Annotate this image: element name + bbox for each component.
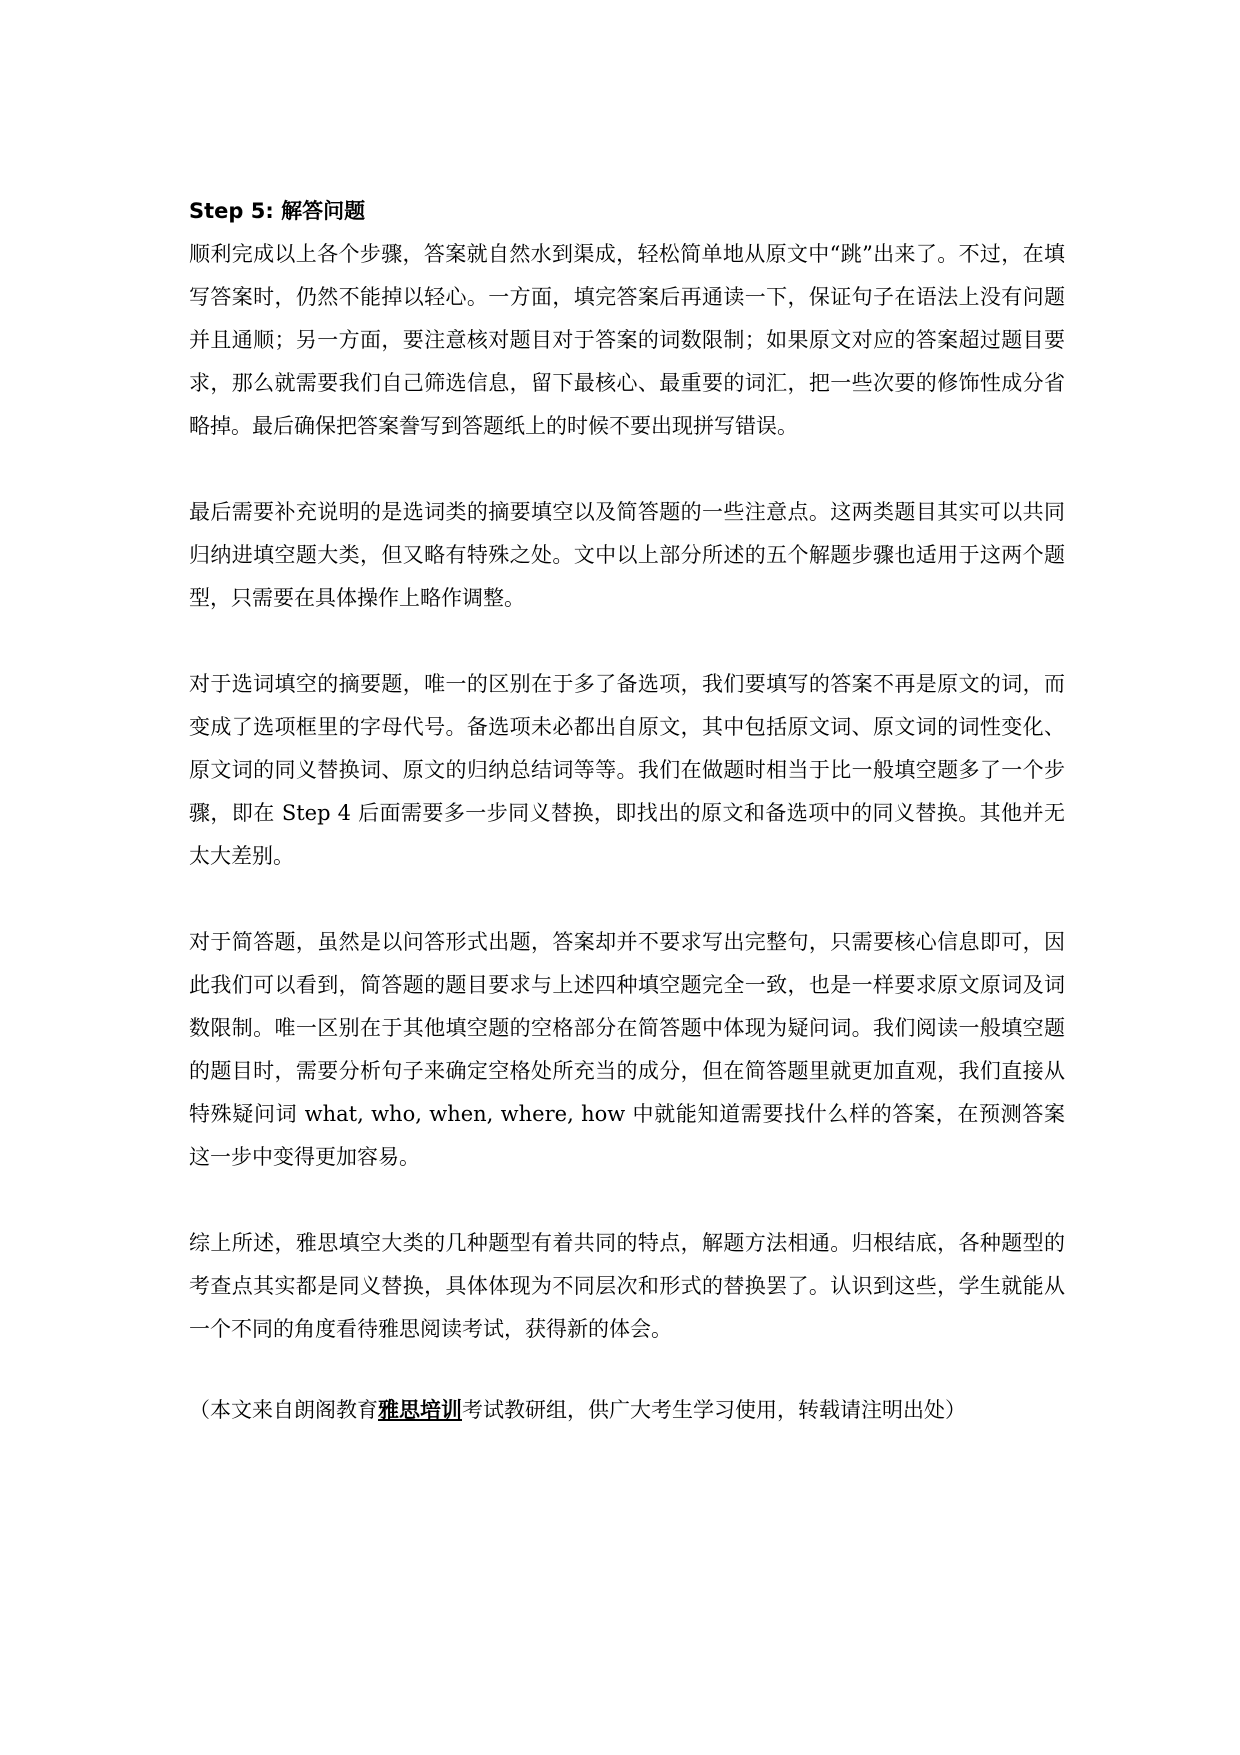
ielts-training-link[interactable]: 雅思培训 [378,1398,462,1422]
source-note [189,1389,1065,1432]
paragraph-conclusion: 综上所述，雅思填空大类的几种题型有着共同的特点，解题方法相通。归根结底，各种题型的考查点其实都是同义替换，具体体现为不同层次和形式的替换罢了。认识到这些，学生就能从一个不同的角度看待雅思阅读考试，获得新的体会。 [189,1231,1065,1341]
paragraph-answering: 顺利完成以上各个步骤，答案就自然水到渠成，轻松简单地从原文中“跳”出来了。不过，在填写答案时，仍然不能掉以轻心。一方面，填完答案后再通读一下，保证句子在语法上没有问题并且通顺；另一方面，要注意核对题目对于答案的词数限制；如果原文对应的答案超过题目要求，那么就需要我们自己筛选信息，留下最核心、最重要的词汇，把一些次要的修饰性成分省略掉。最后确保把答案誊写到答题纸上的时候不要出现拼写错误。 [189,242,1065,438]
paragraph-short-answer: 对于简答题，虽然是以问答形式出题，答案却并不要求写出完整句，只需要核心信息即可，因此我们可以看到，简答题的题目要求与上述四种填空题完全一致，也是一样要求原文原词及词数限制。唯一区别在于其他填空题的空格部分在简答题中体现为疑问词。我们阅读一般填空题的题目时，需要分析句子来确定空格处所充当的成分，但在简答题里就更加直观，我们直接从特殊疑问词 what, who, when, where, how 中就能知道需要找什么样的答案，在预测答案这一步中变得更加容易。 [189,930,1065,1169]
article-body [189,190,1065,1394]
paragraph-supplement: 最后需要补充说明的是选词类的摘要填空以及简答题的一些注意点。这两类题目其实可以共同归纳进填空题大类，但又略有特殊之处。文中以上部分所述的五个解题步骤也适用于这两个题型，只需要在具体操作上略作调整。 [189,500,1065,610]
section-heading: Step 5: 解答问题 [189,199,366,223]
paragraph-word-choice-summary: 对于选词填空的摘要题，唯一的区别在于多了备选项，我们要填写的答案不再是原文的词，而变成了选项框里的字母代号。备选项未必都出自原文，其中包括原文词、原文词的词性变化、原文词的同义替换词、原文的归纳总结词等等。我们在做题时相当于比一般填空题多了一个步骤，即在 Step 4 后面需要多一步同义替换，即找出的原文和备选项中的同义替换。其他并无太大差别。 [189,672,1065,868]
source-note-prefix: （本文来自朗阁教育 [189,1398,378,1422]
source-note-suffix: 考试教研组，供广大考生学习使用，转载请注明出处） [462,1398,966,1422]
